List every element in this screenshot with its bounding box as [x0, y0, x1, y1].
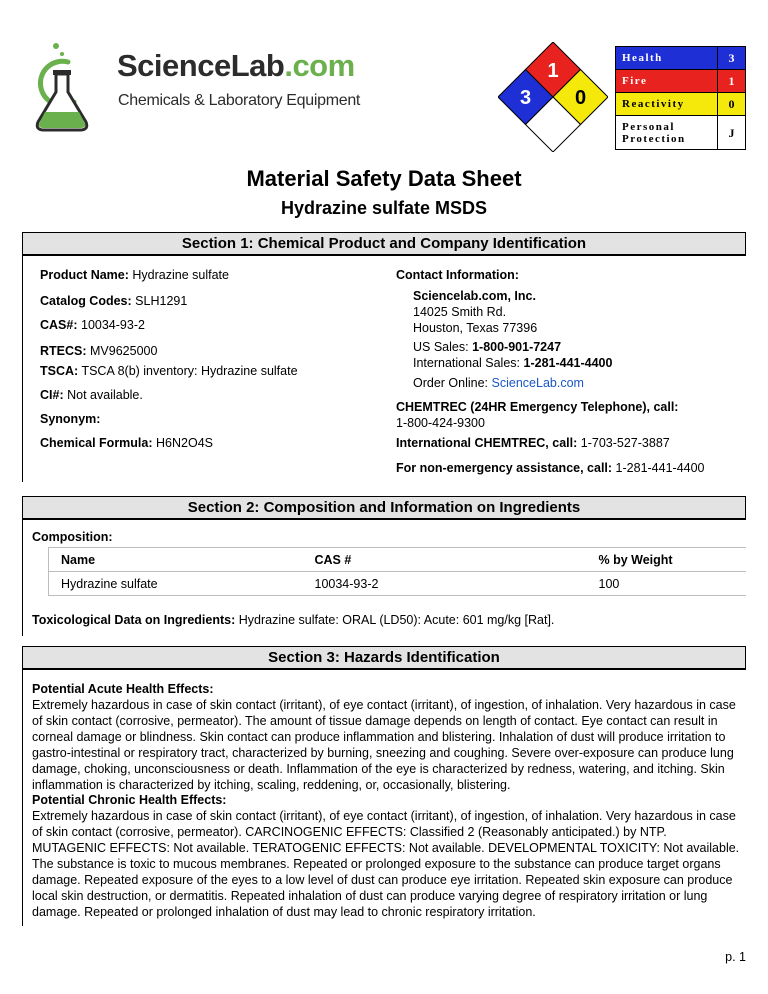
- hazard-value: 3: [718, 47, 746, 70]
- section3-heading: Section 3: Hazards Identification: [22, 646, 746, 670]
- us-sales: US Sales: 1-800-901-7247: [413, 340, 562, 354]
- nfpa-health-value: 3: [519, 87, 532, 109]
- sciencelab-link[interactable]: ScienceLab.com: [491, 376, 584, 390]
- chemtrec-number: 1-800-424-9300: [396, 416, 485, 430]
- hazard-rating-table: [615, 46, 746, 150]
- non-emergency-assistance: For non-emergency assistance, call: 1-281-441-4400: [396, 461, 705, 475]
- page-number: p. 1: [725, 950, 746, 964]
- hazard-label: Fire: [616, 70, 718, 93]
- hazard-row-reactivity: [616, 93, 746, 116]
- hazard-row-personal-protection: [616, 116, 746, 150]
- acute-health-effects-label: Potential Acute Health Effects:: [32, 682, 214, 696]
- toxicological-data: Toxicological Data on Ingredients: Hydrazine sulfate: ORAL (LD50): Acute: 601 mg/kg [Rat].: [32, 613, 555, 627]
- nfpa-reactivity-value: 0: [574, 87, 587, 109]
- company-address-line2: Houston, Texas 77396: [413, 321, 538, 335]
- hazard-label: Reactivity: [616, 93, 718, 116]
- hazard-row-health: [616, 47, 746, 70]
- logo-tagline: Chemicals & Laboratory Equipment: [118, 92, 361, 109]
- sciencelab-logo: [22, 40, 361, 140]
- hazard-label: Health: [616, 47, 718, 70]
- document-subtitle: Hydrazine sulfate MSDS: [280, 198, 488, 218]
- table-cell: 10034-93-2: [303, 572, 587, 596]
- rtecs: RTECS: MV9625000: [40, 344, 158, 358]
- cas-number: CAS#: 10034-93-2: [40, 318, 145, 332]
- hazard-value: 1: [718, 70, 746, 93]
- column-header: CAS #: [303, 548, 587, 572]
- composition-table: [48, 547, 746, 596]
- chronic-health-effects-text: Extremely hazardous in case of skin contact (irritant), of eye contact (irritant), of ingestion, of inhalation. Very hazardous in case of skin contact (corrosive, permeator). CARCINOGENIC EFFECTS: Classified 2 (Reasonably anticipated.) by NTP. MUTAGENIC EFFECTS: Not available. TERATOGENIC EFFECTS: Not available. DEVELOPMENTAL TOXICITY: Not available. The substance is toxic to mucous membranes. Repeated or prolonged exposure to the substance can produce target organs damage. Repeated exposure of the eyes to a low level of dust can produce eye irritation. Repeated skin exposure can produce local skin destruction, or dermatitis. Repeated inhalation of dust can produce varying degree of respiratory irritation or lung damage. Repeated or prolonged inhalation of dust may lead to chronic respiratory irritation.: [32, 809, 740, 919]
- hazard-value: J: [718, 116, 746, 150]
- chronic-health-effects-label: Potential Chronic Health Effects:: [32, 793, 227, 807]
- document-title: Material Safety Data Sheet: [246, 166, 522, 191]
- table-header-row: [49, 548, 747, 572]
- tsca: TSCA: TSCA 8(b) inventory: Hydrazine sulfate: [40, 364, 298, 378]
- acute-health-effects: [32, 681, 744, 793]
- company-address-line1: 14025 Smith Rd.: [413, 305, 507, 319]
- nfpa-fire-value: 1: [547, 60, 559, 82]
- ci-number: CI#: Not available.: [40, 388, 143, 402]
- chemical-formula: Chemical Formula: H6N2O4S: [40, 436, 213, 450]
- column-header: % by Weight: [587, 548, 747, 572]
- hazard-value: 0: [718, 93, 746, 116]
- hazard-label: Personal Protection: [616, 116, 718, 150]
- table-cell: Hydrazine sulfate: [49, 572, 303, 596]
- hazard-row-fire: [616, 70, 746, 93]
- order-online: Order Online: ScienceLab.com: [413, 376, 584, 390]
- table-row: [49, 572, 747, 596]
- synonym: Synonym:: [40, 412, 101, 426]
- product-name: Product Name: Hydrazine sulfate: [40, 268, 229, 282]
- table-cell: 100: [587, 572, 747, 596]
- chemtrec-label: CHEMTREC (24HR Emergency Telephone), call:: [396, 400, 679, 414]
- international-chemtrec: International CHEMTREC, call: 1-703-527-3887: [396, 436, 670, 450]
- section1-heading: Section 1: Chemical Product and Company Identification: [22, 232, 746, 256]
- section2-heading: Section 2: Composition and Information on Ingredients: [22, 496, 746, 520]
- company-name: Sciencelab.com, Inc.: [413, 289, 536, 303]
- chronic-health-effects: [32, 792, 744, 920]
- contact-info-label: Contact Information:: [396, 268, 519, 282]
- international-sales: International Sales: 1-281-441-4400: [413, 356, 613, 370]
- flask-icon: [22, 40, 112, 140]
- logo-wordmark: ScienceLab.com: [117, 48, 355, 83]
- composition-label: Composition:: [32, 530, 113, 544]
- column-header: Name: [49, 548, 303, 572]
- catalog-codes: Catalog Codes: SLH1291: [40, 294, 188, 308]
- nfpa-diamond: [498, 42, 608, 152]
- acute-health-effects-text: Extremely hazardous in case of skin contact (irritant), of eye contact (irritant), of ingestion, of inhalation. Very hazardous in case of skin contact (corrosive, permeator). The amount of tissue damage depends on length of contact. Eye contact can result in corneal damage or blindness. Skin contact can produce inflammation and blistering. Inhalation of dust will produce irritation to gastro-intestinal or respiratory tract, characterized by burning, sneezing and coughing. Severe over-exposure can produce lung damage, choking, unconsciousness or death. Inflammation of the eye is characterized by redness, watering, and itching. Skin inflammation is characterized by itching, scaling, reddening, or, occasionally, blistering.: [32, 698, 736, 792]
